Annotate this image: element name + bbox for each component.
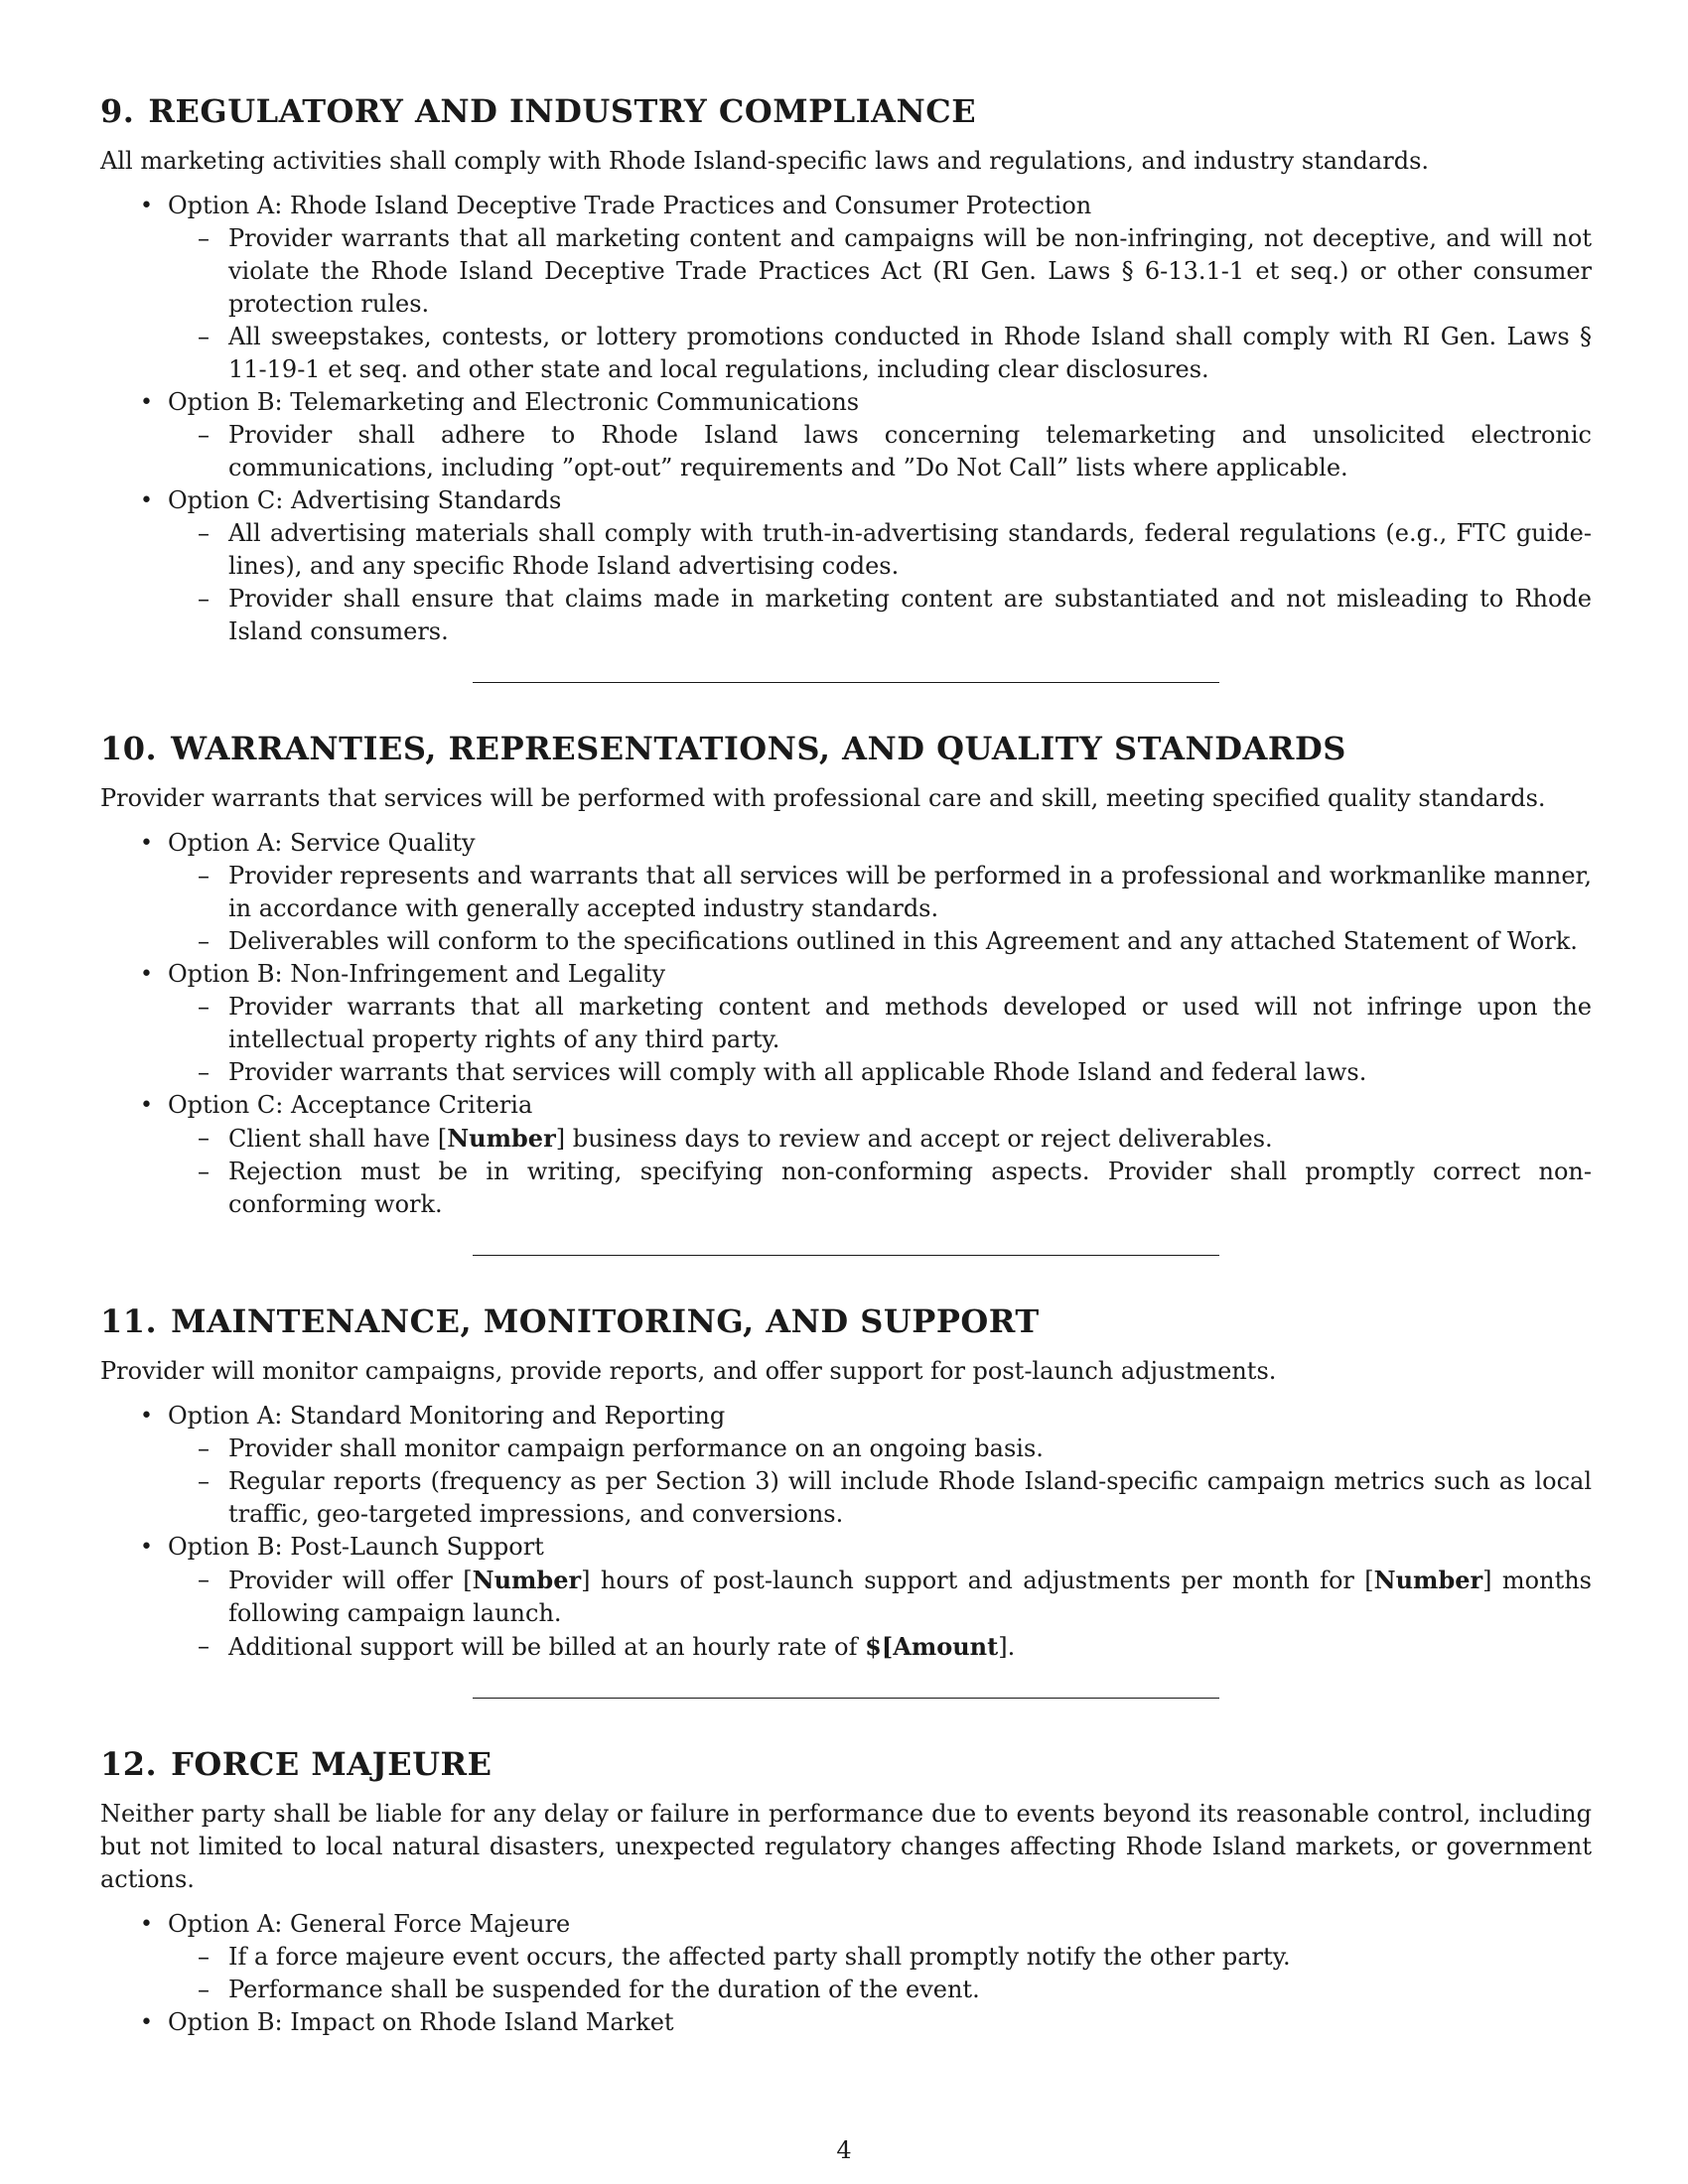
option-item	[100, 484, 1592, 648]
sub-item	[168, 583, 1592, 648]
sub-item-text: ] months following campaign launch.	[228, 1567, 1592, 1627]
sub-item	[168, 860, 1592, 925]
sub-item	[168, 321, 1592, 386]
dash-icon: –	[198, 1632, 210, 1660]
placeholder-field: Number	[447, 1124, 556, 1153]
option-label: Option A: Standard Monitoring and Reporting	[168, 1402, 726, 1430]
dash-icon: –	[198, 1434, 210, 1462]
dash-icon: –	[198, 1158, 210, 1185]
sub-items-list	[168, 991, 1592, 1089]
sub-item	[168, 1465, 1592, 1531]
sub-item-text: Client shall have [	[228, 1125, 448, 1153]
section-11	[100, 1301, 1592, 1699]
option-item	[100, 2006, 1592, 2039]
bullet-icon: •	[140, 390, 153, 415]
sub-item-text: Provider shall adhere to Rhode Island laws concerning telemarketing and unsolicited electronic communications, including ”opt-out” requirements and ”Do Not Call” lists where applicable.	[228, 421, 1592, 481]
bullet-icon: •	[140, 831, 153, 856]
sections-container	[100, 91, 1592, 2039]
option-label: Option C: Advertising Standards	[168, 486, 562, 514]
sub-item	[168, 1122, 1592, 1156]
option-label: Option B: Impact on Rhode Island Market	[168, 2008, 674, 2036]
sub-items-list	[168, 222, 1592, 386]
sub-item-text: Provider represents and warrants that all services will be performed in a professional and workmanlike manner, in accordance with generally accepted industry standards.	[228, 862, 1592, 922]
sub-item-text: ] business days to review and accept or reject deliverables.	[555, 1125, 1273, 1153]
bullet-icon: •	[140, 962, 153, 987]
dash-icon: –	[198, 1976, 210, 2003]
sub-item-text: Additional support will be billed at an hourly rate of	[228, 1633, 866, 1661]
sub-item	[168, 1564, 1592, 1630]
sub-item-text: Provider warrants that all marketing content and methods developed or used will not infringe upon the intellectual property rights of any third party.	[228, 993, 1592, 1053]
option-label: Option A: General Force Majeure	[168, 1910, 571, 1938]
section-heading-text: MAINTENANCE, MONITORING, AND SUPPORT	[171, 1302, 1040, 1340]
bullet-icon: •	[140, 194, 153, 218]
dash-icon: –	[198, 993, 210, 1021]
section-heading-text: WARRANTIES, REPRESENTATIONS, AND QUALITY STANDARDS	[171, 730, 1346, 767]
dash-icon: –	[198, 927, 210, 955]
sub-item-text: Deliverables will conform to the specifications outlined in this Agreement and any attached Statement of Work.	[228, 927, 1578, 955]
sub-item	[168, 1433, 1592, 1465]
option-label: Option C: Acceptance Criteria	[168, 1091, 533, 1119]
sub-items-list	[168, 1433, 1592, 1531]
placeholder-field: Number	[1373, 1566, 1483, 1594]
dash-icon: –	[198, 323, 210, 350]
section-divider	[473, 682, 1219, 683]
sub-items-list	[168, 1941, 1592, 2006]
sub-item-text: All advertising materials shall comply with truth-in-advertising standards, federal regulations (e.g., FTC guide-lines), and any specific Rhode Island advertising codes.	[228, 519, 1592, 580]
sub-item	[168, 1630, 1592, 1664]
sub-item-text: If a force majeure event occurs, the affected party shall promptly notify the other party.	[228, 1943, 1291, 1971]
option-label: Option A: Rhode Island Deceptive Trade Practices and Consumer Protection	[168, 192, 1092, 219]
option-item	[100, 1908, 1592, 2006]
section-number: 10.	[100, 730, 158, 767]
options-list	[100, 827, 1592, 1221]
section-title	[100, 1744, 1592, 1784]
section-title	[100, 729, 1592, 768]
options-list	[100, 190, 1592, 648]
sub-item-text: ] hours of post-launch support and adjustments per month for [	[581, 1567, 1374, 1594]
option-label: Option B: Telemarketing and Electronic Communications	[168, 388, 860, 416]
section-heading-text: REGULATORY AND INDUSTRY COMPLIANCE	[148, 92, 977, 130]
sub-item	[168, 222, 1592, 321]
sub-item	[168, 1156, 1592, 1221]
option-label: Option B: Post-Launch Support	[168, 1533, 544, 1561]
sub-item	[168, 1056, 1592, 1089]
option-item	[100, 1400, 1592, 1531]
sub-item-text: Provider warrants that all marketing content and campaigns will be non-infringing, not deceptive, and will not violate the Rhode Island Deceptive Trade Practices Act (RI Gen. Laws § 6-13.1-1 et seq.) or other consumer protection rules.	[228, 224, 1592, 318]
sub-items-list	[168, 517, 1592, 648]
option-item	[100, 958, 1592, 1089]
dash-icon: –	[198, 585, 210, 613]
sub-item-text: Provider warrants that services will comply with all applicable Rhode Island and federal laws.	[228, 1058, 1367, 1086]
section-10	[100, 729, 1592, 1256]
section-intro: Provider warrants that services will be performed with professional care and skill, meeting specified quality standards.	[100, 784, 1546, 812]
sub-item	[168, 1974, 1592, 2006]
sub-item-text: Provider shall ensure that claims made in marketing content are substantiated and not misleading to Rhode Island consumers.	[228, 585, 1592, 645]
dash-icon: –	[198, 1058, 210, 1086]
bullet-icon: •	[140, 1404, 153, 1429]
options-list	[100, 1400, 1592, 1664]
sub-items-list	[168, 1122, 1592, 1221]
sub-item-text: Provider will offer [	[228, 1567, 473, 1594]
bullet-icon: •	[140, 1093, 153, 1118]
sub-item	[168, 1941, 1592, 1974]
sub-items-list	[168, 860, 1592, 958]
bullet-icon: •	[140, 488, 153, 513]
placeholder-field: $[Amount	[865, 1632, 999, 1661]
page-number: 4	[836, 2136, 852, 2164]
option-label: Option B: Non-Infringement and Legality	[168, 960, 666, 988]
section-title	[100, 1301, 1592, 1341]
section-12	[100, 1744, 1592, 2039]
section-number: 9.	[100, 92, 135, 130]
bullet-icon: •	[140, 2010, 153, 2035]
placeholder-field: Number	[472, 1566, 582, 1594]
dash-icon: –	[198, 1467, 210, 1495]
bullet-icon: •	[140, 1912, 153, 1937]
option-label: Option A: Service Quality	[168, 829, 476, 857]
sub-item	[168, 925, 1592, 958]
section-number: 12.	[100, 1745, 158, 1783]
sub-item-text: Performance shall be suspended for the duration of the event.	[228, 1976, 980, 2003]
sub-item-text: All sweepstakes, contests, or lottery promotions conducted in Rhode Island shall comply with RI Gen. Laws § 11-19-1 et seq. and other state and local regulations, including clear disclosures.	[228, 323, 1592, 383]
section-9	[100, 91, 1592, 683]
sub-item	[168, 991, 1592, 1056]
section-intro: Neither party shall be liable for any delay or failure in performance due to events beyond its reasonable control, including but not limited to local natural disasters, unexpected regulatory changes affecting Rhode Island markets, or government actions.	[100, 1800, 1592, 1893]
sub-items-list	[168, 1564, 1592, 1664]
dash-icon: –	[198, 519, 210, 547]
option-item	[100, 1089, 1592, 1221]
sub-item	[168, 517, 1592, 583]
options-list	[100, 1908, 1592, 2039]
section-heading-text: FORCE MAJEURE	[171, 1745, 492, 1783]
dash-icon: –	[198, 1566, 210, 1593]
sub-item-text: ].	[998, 1633, 1016, 1661]
dash-icon: –	[198, 862, 210, 889]
document-page	[100, 91, 1592, 2039]
section-title	[100, 91, 1592, 131]
bullet-icon: •	[140, 1535, 153, 1560]
sub-item-text: Provider shall monitor campaign performance on an ongoing basis.	[228, 1434, 1044, 1462]
dash-icon: –	[198, 1124, 210, 1152]
option-item	[100, 1531, 1592, 1664]
section-number: 11.	[100, 1302, 158, 1340]
sub-item	[168, 419, 1592, 484]
sub-items-list	[168, 419, 1592, 484]
section-intro: All marketing activities shall comply with Rhode Island-specific laws and regulations, and industry standards.	[100, 147, 1430, 175]
dash-icon: –	[198, 224, 210, 252]
dash-icon: –	[198, 1943, 210, 1971]
sub-item-text: Regular reports (frequency as per Section 3) will include Rhode Island-specific campaign metrics such as local traffic, geo-targeted impressions, and conversions.	[228, 1467, 1592, 1528]
dash-icon: –	[198, 421, 210, 449]
section-divider	[473, 1255, 1219, 1256]
section-intro: Provider will monitor campaigns, provide reports, and offer support for post-launch adjustments.	[100, 1357, 1277, 1385]
option-item	[100, 827, 1592, 958]
option-item	[100, 386, 1592, 484]
option-item	[100, 190, 1592, 386]
sub-item-text: Rejection must be in writing, specifying non-conforming aspects. Provider shall promptly correct non-conforming work.	[228, 1158, 1592, 1218]
section-divider	[473, 1698, 1219, 1699]
